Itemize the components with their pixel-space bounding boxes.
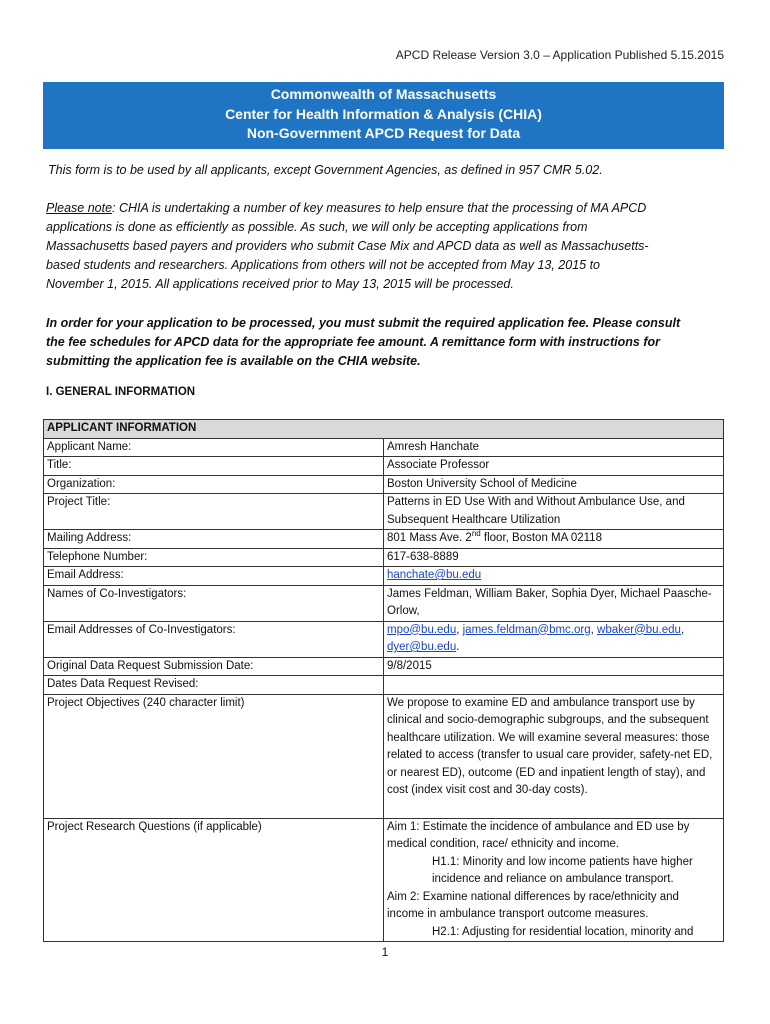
table-row: [44, 694, 724, 818]
table-row: [44, 621, 724, 657]
mailing-address-label: Mailing Address:: [44, 530, 384, 549]
research-questions-label: Project Research Questions (if applicable): [44, 818, 384, 942]
mailing-address-sup: nd: [471, 529, 481, 539]
note-line-3: Massachusetts based payers and providers who submit Case Mix and APCD data as well as Massachusetts-: [46, 239, 649, 253]
aim-1-line-1: Aim 1: Estimate the incidence of ambulance and ED use by: [387, 820, 690, 833]
table-row: [44, 494, 724, 530]
organization-label: Organization:: [44, 475, 384, 494]
banner-line-2: Center for Health Information & Analysis (CHIA): [225, 105, 542, 122]
mailing-address-part: 801 Mass Ave. 2: [387, 532, 472, 544]
co-investigator-emails-label: Email Addresses of Co-Investigators:: [44, 621, 384, 657]
co-investigators-value: [384, 585, 724, 621]
co-investigators-label: Names of Co-Investigators:: [44, 585, 384, 621]
title-value: Associate Professor: [384, 457, 724, 476]
revised-date-label: Dates Data Request Revised:: [44, 676, 384, 695]
table-header: APPLICANT INFORMATION: [44, 420, 724, 439]
table-row: [44, 818, 724, 942]
telephone-label: Telephone Number:: [44, 548, 384, 567]
release-version: APCD Release Version 3.0 – Application Published 5.15.2015: [395, 48, 724, 62]
original-date-value: 9/8/2015: [384, 657, 724, 676]
banner-line-3: Non-Government APCD Request for Data: [246, 125, 521, 141]
note-line-1: : CHIA is undertaking a number of key measures to help ensure that the processing of MA APCD: [112, 201, 647, 215]
organization-value: Boston University School of Medicine: [384, 475, 724, 494]
email-cell: [384, 567, 724, 586]
table-row: [44, 530, 724, 549]
mailing-address-part: floor, Boston MA 02118: [480, 532, 602, 544]
objectives-line: healthcare utilization. We will examine several measures: those: [387, 731, 710, 744]
project-title-value: [384, 494, 724, 530]
table-row: [44, 475, 724, 494]
telephone-value: 617-638-8889: [384, 548, 724, 567]
email-link[interactable]: hanchate@bu.edu: [387, 569, 482, 581]
objectives-line: clinical and socio-demographic subgroups, and the subsequent: [387, 714, 709, 726]
objectives-line: related to access (transfer to usual care provider, safety-net ED,: [387, 749, 713, 761]
page-number: 1: [381, 945, 389, 959]
title-banner: [43, 82, 724, 149]
fee-line-3: submitting the application fee is available on the CHIA website.: [46, 354, 421, 368]
applicant-info-table: [43, 419, 724, 942]
note-line-2: applications is done as efficiently as possible. As such, we will only be accepting applications from: [46, 220, 588, 234]
original-date-label: Original Data Request Submission Date:: [44, 657, 384, 676]
table-row: [44, 567, 724, 586]
aim-1-line-2: medical condition, race/ ethnicity and income.: [387, 838, 620, 850]
fee-notice: [46, 314, 736, 371]
please-note-paragraph: [46, 199, 726, 294]
h2-1-line-1: H2.1: Adjusting for residential location, minority and: [432, 925, 694, 938]
aim-2-line-1: Aim 2: Examine national differences by race/ethnicity and: [387, 890, 679, 903]
mailing-address-value: [384, 530, 724, 549]
co-email-link[interactable]: james.feldman@bmc.org: [462, 623, 591, 636]
table-row: [44, 548, 724, 567]
objectives-value: [384, 694, 724, 818]
co-investigators-line-2: Orlow,: [387, 605, 420, 617]
title-label: Title:: [44, 457, 384, 476]
objectives-line: or nearest ED), outcome (ED and inpatient length of stay), and: [387, 766, 706, 779]
co-email-link[interactable]: mpo@bu.edu: [387, 623, 457, 636]
research-questions-value: [384, 818, 724, 942]
please-note-label: Please note: [46, 201, 113, 215]
table-row: [44, 438, 724, 457]
applicant-name-value: Amresh Hanchate: [384, 438, 724, 457]
co-email-link[interactable]: dyer@bu.edu: [387, 641, 457, 653]
objectives-label: Project Objectives (240 character limit): [44, 694, 384, 818]
fee-line-2: the fee schedules for APCD data for the appropriate fee amount. A remittance form with instructions for: [46, 335, 660, 349]
table-row: [44, 657, 724, 676]
objectives-line: cost (index visit cost and 30-day costs).: [387, 784, 588, 796]
h1-1-line-2: incidence and reliance on ambulance transport.: [432, 873, 674, 885]
applicant-name-label: Applicant Name:: [44, 438, 384, 457]
table-row: [44, 585, 724, 621]
banner-line-1: Commonwealth of Massachusetts: [270, 86, 497, 102]
fee-line-1: In order for your application to be processed, you must submit the required application fee. Please consult: [46, 316, 681, 330]
table-row: [44, 676, 724, 695]
section-title: I. GENERAL INFORMATION: [46, 386, 196, 398]
project-title-label: Project Title:: [44, 494, 384, 530]
co-investigators-line-1: James Feldman, William Baker, Sophia Dyer, Michael Paasche-: [387, 587, 712, 600]
aim-2-line-2: income in ambulance transport outcome measures.: [387, 908, 649, 920]
objectives-line: We propose to examine ED and ambulance transport use by: [387, 696, 695, 709]
revised-date-value: [384, 676, 724, 695]
co-investigator-emails-value: mpo@bu.edu, james.feldman@bmc.org, wbaker@bu.edu, dyer@bu.edu.: [384, 621, 724, 657]
email-label: Email Address:: [44, 567, 384, 586]
intro-text: This form is to be used by all applicants, except Government Agencies, as defined in 957 CMR 5.02.: [48, 163, 603, 177]
co-email-link[interactable]: wbaker@bu.edu: [597, 623, 681, 636]
note-line-4: based students and researchers. Applications from others will not be accepted from May 13, 2015 to: [46, 258, 601, 272]
note-line-5: November 1, 2015. All applications received prior to May 13, 2015 will be processed.: [46, 277, 514, 291]
h1-1-line-1: H1.1: Minority and low income patients have higher: [432, 855, 693, 868]
table-row: [44, 457, 724, 476]
project-title-line-1: Patterns in ED Use With and Without Ambulance Use, and: [387, 496, 685, 508]
project-title-line-2: Subsequent Healthcare Utilization: [387, 513, 561, 526]
